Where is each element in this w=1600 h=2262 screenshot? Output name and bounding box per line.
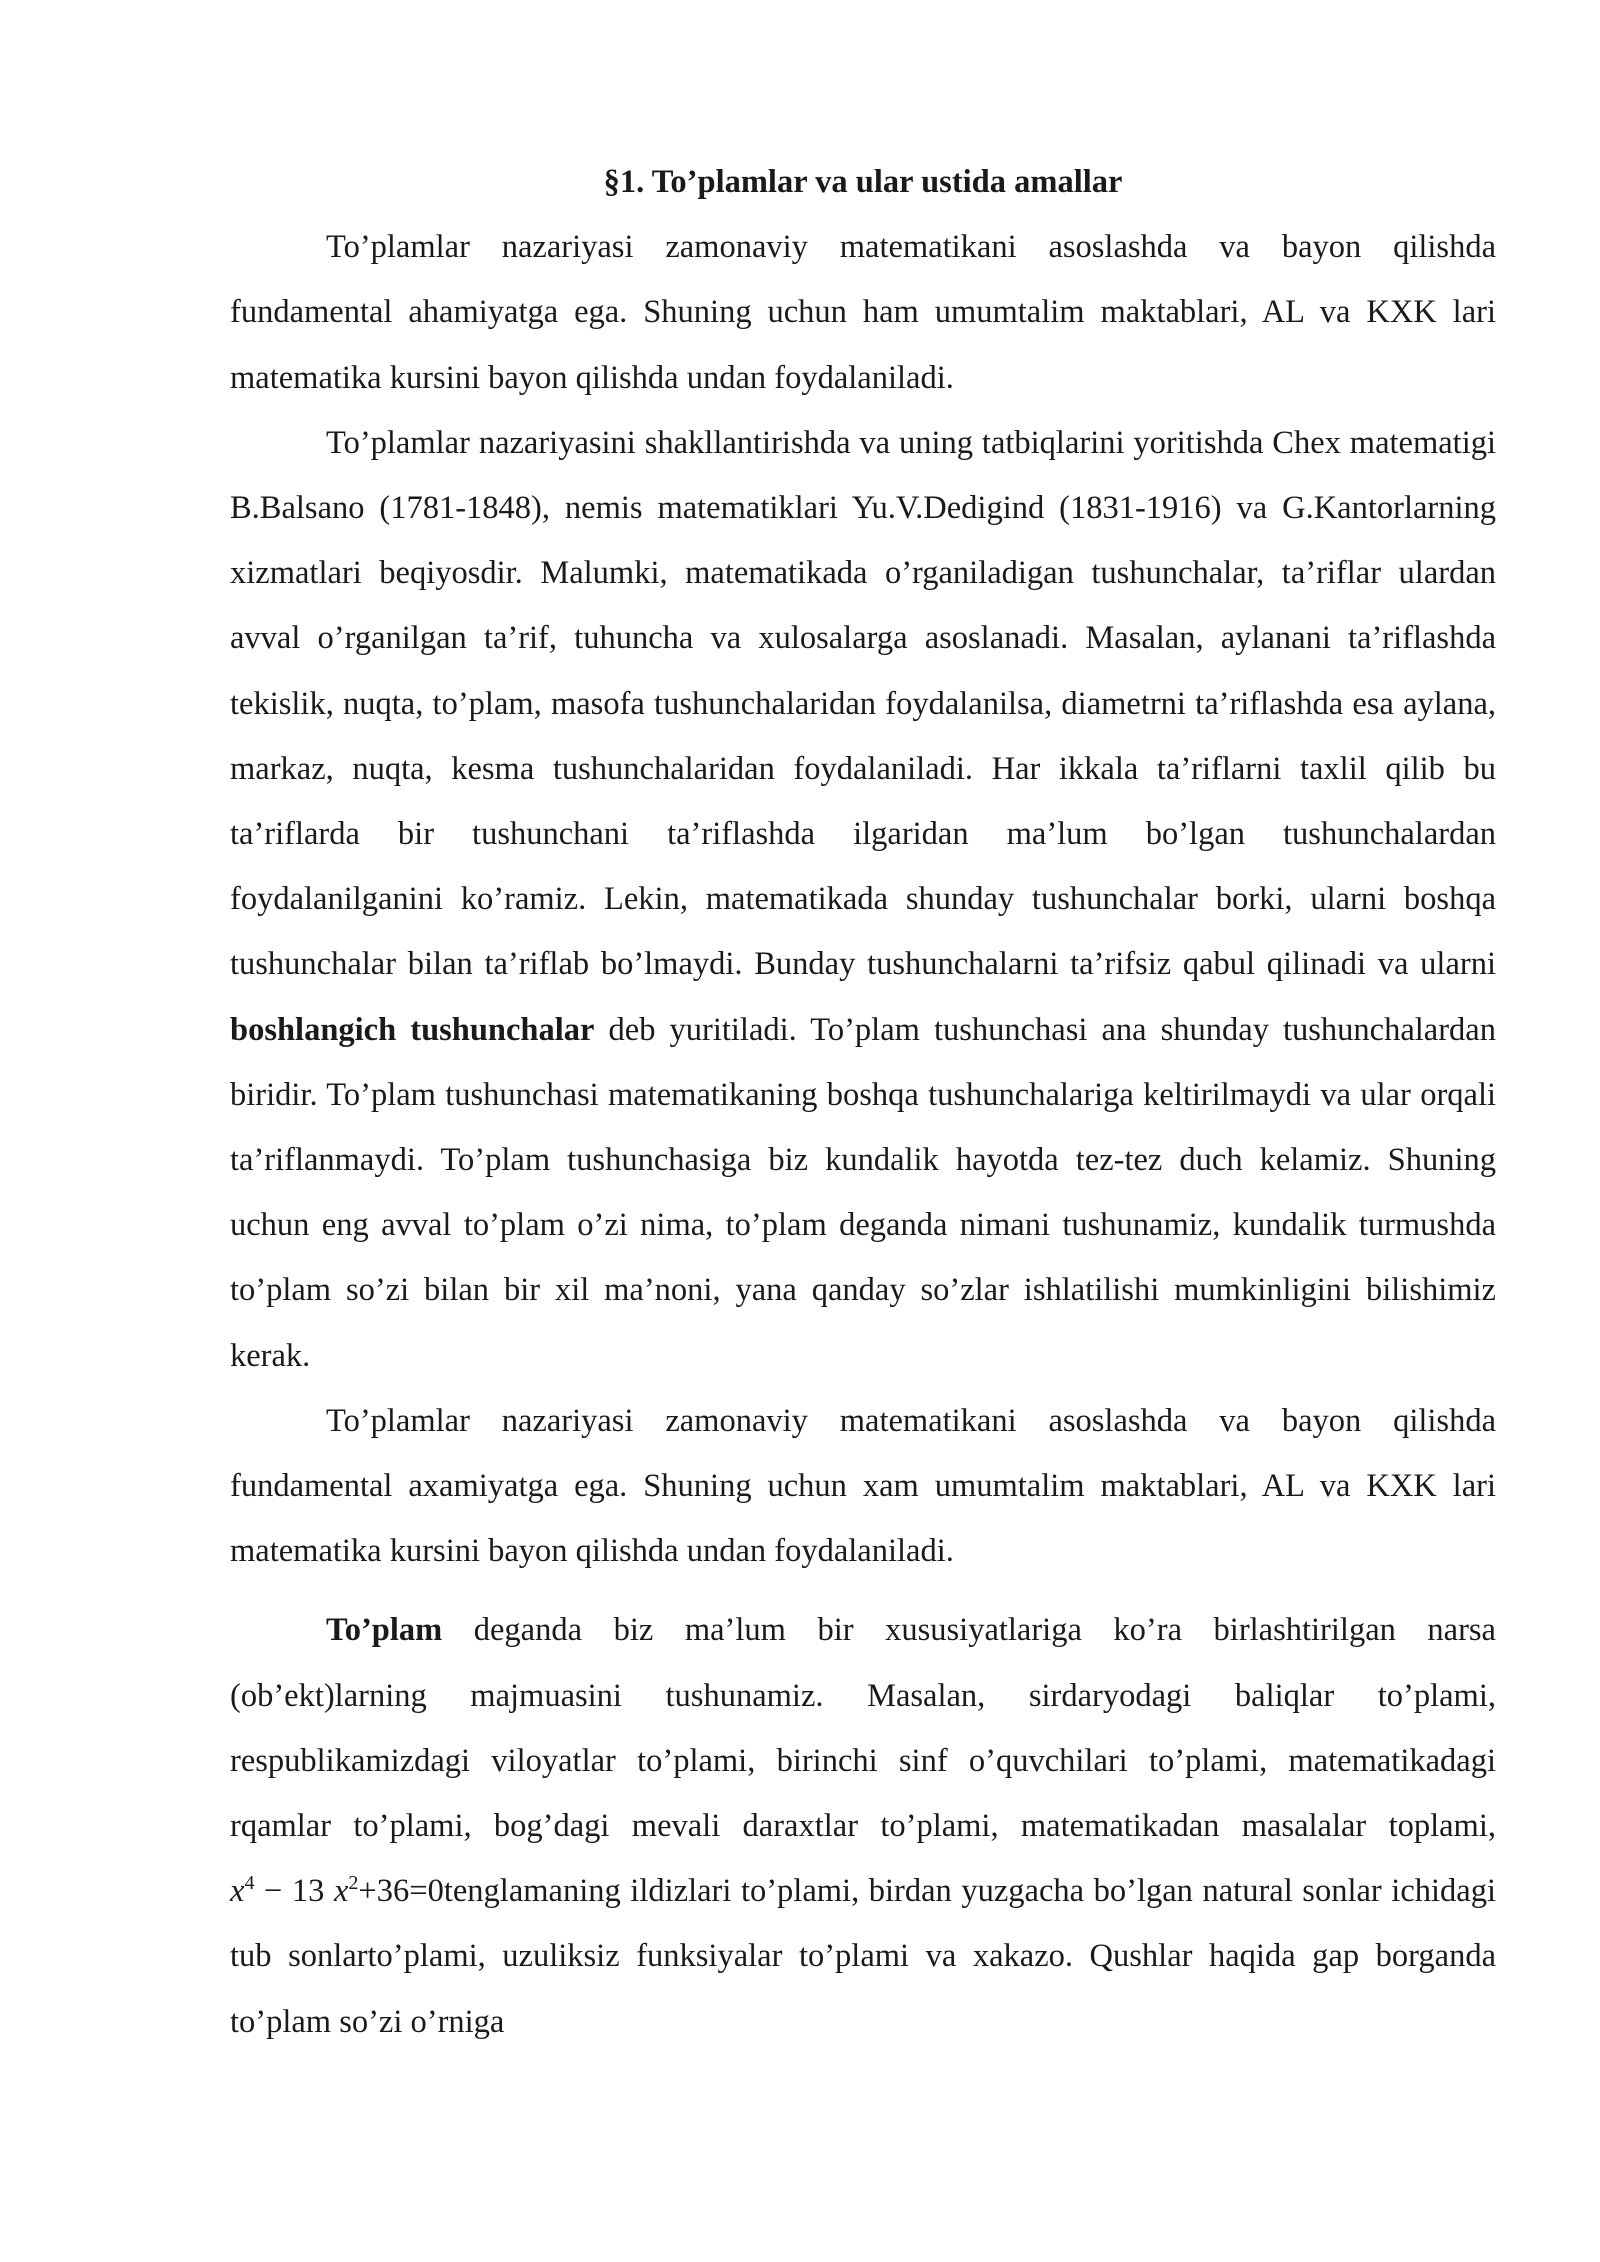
paragraph-4-text-b: tenglamaning ildizlari to’plami, birdan yuzgacha bo’lgan natural sonlar ichidagi tub sonlarto’plami, uzuliksiz funksiyalar to’plami va xakazo. Qushlar haqida gap borganda to’plam so’zi o’rniga bbox=[230, 1873, 1496, 2040]
term-set: To’plam bbox=[326, 1612, 443, 1649]
equation-middle: − 13 bbox=[254, 1873, 334, 1910]
paragraph-2 bbox=[230, 411, 1496, 1389]
equation-var-x: x bbox=[230, 1873, 245, 1910]
section-title: §1. To’plamlar va ular ustida amallar bbox=[603, 164, 1123, 200]
paragraph-2-text-b: deb yuritiladi. To’plam tushunchasi ana shunday tushunchalardan biridir. To’plam tushunchasi matematikaning boshqa tushunchalariga keltirilmaydi va ular orqali ta’riflanmaydi. To’plam tushunchasiga biz kundalik hayotda tez-tez duch kelamiz. Shuning uchun eng avval to’plam o’zi nima, to’plam deganda nimani tushunamiz, kundalik turmushda to’plam so’zi bilan bir xil ma’noni, yana qanday so’zlar ishlatilishi mumkinligini bilishimiz kerak. bbox=[230, 1011, 1496, 1374]
paragraph-4-text-a: deganda biz ma’lum bir xususiyatlariga ko’ra birlashtirilgan narsa (ob’ekt)larning majmuasini tushunamiz. Masalan, sirdaryodagi baliqlar to’plami, respublikamizdagi viloyatlar to’plami, birinchi sinf o’quvchilari to’plami, matematikadagi rqamlar to’plami, bog’dagi mevali daraxtlar to’plami, matematikadan masalalar toplami, bbox=[230, 1612, 1496, 1845]
equation-exponent-4: 4 bbox=[244, 1872, 255, 1895]
equation-exponent-2: 2 bbox=[348, 1872, 359, 1895]
paragraph-3: To’plamlar nazariyasi zamonaviy matematikani asoslashda va bayon qilishda fundamental axamiyatga ega. Shuning uchun xam umumtalim maktablari, AL va KXK lari matematika kursini bayon qilishda undan foydalaniladi. bbox=[230, 1402, 1496, 1570]
paragraph-2-text-a: To’plamlar nazariyasini shakllantirishda va uning tatbiqlarini yoritishda Chex matematigi B.Balsano (1781-1848), nemis matematiklari Yu.V.Dedigind (1831-1916) va G.Kantorlarning xizmatlari beqiyosdir. Malumki, matematikada o’rganiladigan tushunchalar, ta’riflar ulardan avval o’rganilgan ta’rif, tuhuncha va xulosalarga asoslanadi. Masalan, aylanani ta’riflashda tekislik, nuqta, to’plam, masofa tushunchalaridan foydalanilsa, diametrni ta’riflashda esa aylana, markaz, nuqta, kesma tushunchalaridan foydalaniladi. Har ikkala ta’riflarni taxlil qilib bu ta’riflarda bir tushunchani ta’riflashda ilgaridan ma’lum bo’lgan tushunchalardan foydalanilganini ko’ramiz. Lekin, matematikada shunday tushunchalar borki, ularni boshqa tushunchalar bilan ta’riflab bo’lmaydi. Bunday tushunchalarni ta’rifsiz qabul qilinadi va ularni bbox=[230, 424, 1496, 983]
equation bbox=[230, 1873, 444, 1909]
document-body bbox=[230, 150, 1496, 2055]
equation-tail: +36=0 bbox=[358, 1873, 444, 1910]
paragraph-4 bbox=[230, 1598, 1496, 2054]
paragraph-1: To’plamlar nazariyasi zamonaviy matematikani asoslashda va bayon qilishda fundamental ahamiyatga ega. Shuning uchun ham umumtalim maktablari, AL va KXK lari matematika kursini bayon qilishda undan foydalaniladi. bbox=[230, 229, 1496, 396]
term-initial-concepts: boshlangich tushunchalar bbox=[230, 1011, 595, 1048]
equation-var-x2: x bbox=[333, 1873, 349, 1910]
